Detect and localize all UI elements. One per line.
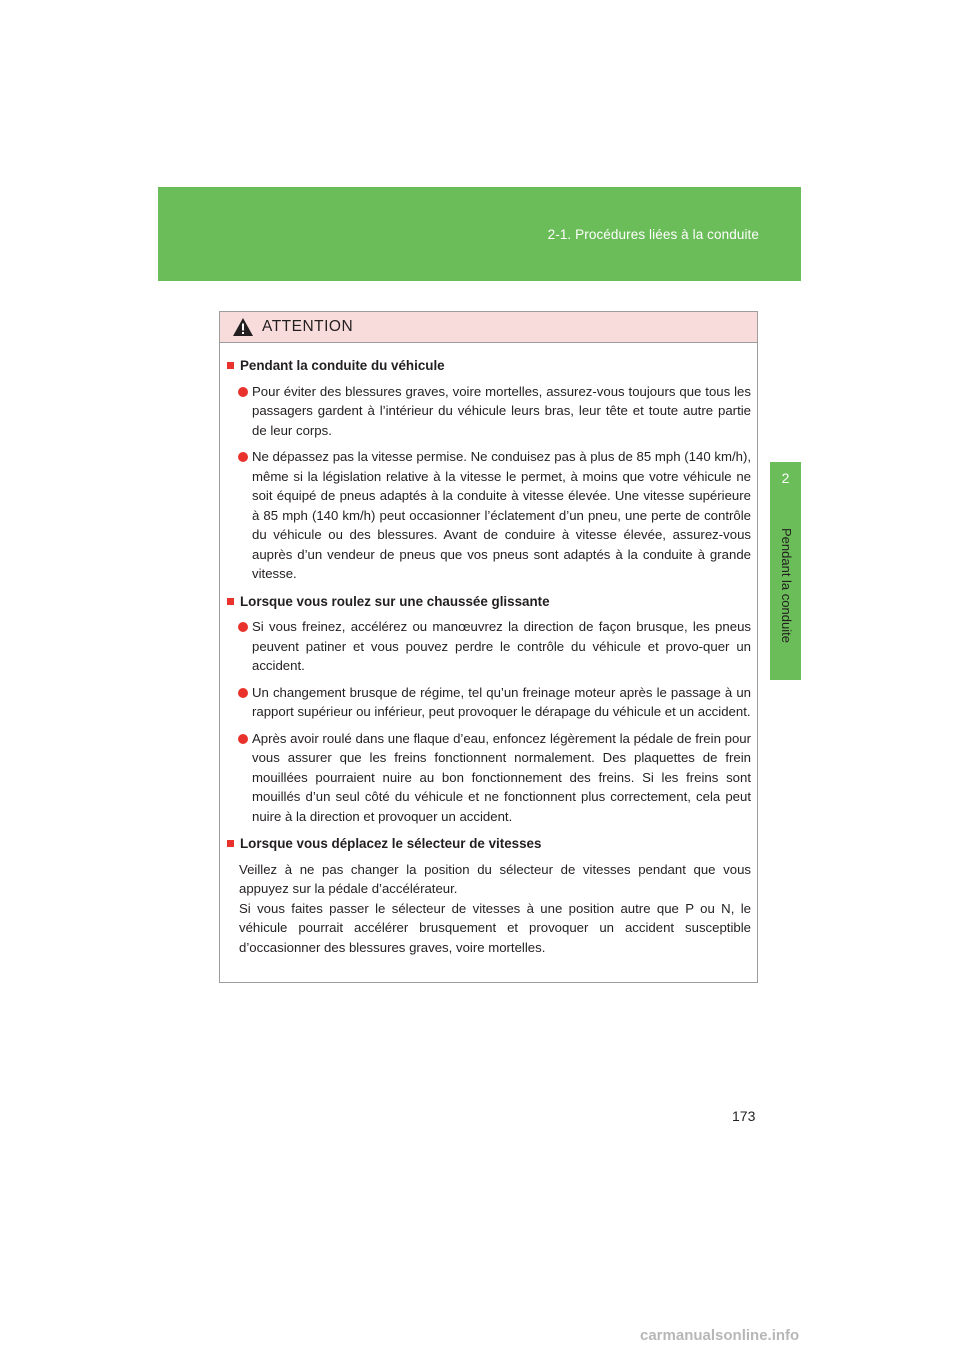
- list-item-text: Après avoir roulé dans une flaque d’eau, enfoncez légèrement la pédale de frein pour vous assurer que les freins fonctionnent normalement. Des plaquettes de frein mouillées pourraient nuire au bon fonctionnement des freins. Si les freins sont mouillés d’un seul côté du véhicule et ne fonctionnent plus correctement, cela peut nuire à la direction et provoquer un accident.: [252, 730, 751, 824]
- red-square-icon: [227, 362, 234, 369]
- list-item: [238, 447, 751, 584]
- section-heading-text: Lorsque vous roulez sur une chaussée glissante: [240, 593, 550, 609]
- warning-body: [220, 343, 757, 957]
- red-dot-bullet-icon: [238, 622, 248, 632]
- section-heading: [226, 356, 751, 376]
- paragraph: Veillez à ne pas changer la position du sélecteur de vitesses pendant que vous appuyez sur la pédale d’accélérateur.: [239, 861, 751, 896]
- page-number: 173: [732, 1108, 756, 1124]
- list-item-text: Un changement brusque de régime, tel qu’un freinage moteur après le passage à un rapport supérieur ou inférieur, peut provoquer le dérapage du véhicule et un accident.: [252, 684, 751, 719]
- chapter-number: 2: [781, 470, 790, 486]
- list-item: [238, 683, 751, 722]
- warning-header: [220, 312, 757, 343]
- paragraph: Si vous faites passer le sélecteur de vitesses à une position autre que P ou N, le véhicule pourrait accélérer brusquement et provoquer un accident susceptible d’occasionner des blessures graves, voire mortelles.: [239, 900, 751, 955]
- red-dot-bullet-icon: [238, 734, 248, 744]
- list-item: [238, 729, 751, 827]
- section-heading-text: Lorsque vous déplacez le sélecteur de vitesses: [240, 836, 542, 851]
- warning-box: [219, 311, 758, 983]
- section-shift-lever: [226, 834, 751, 957]
- red-dot-bullet-icon: [238, 452, 248, 462]
- section-slippery-road: [226, 592, 751, 827]
- list-item-text: Si vous freinez, accélérez ou manœuvrez la direction de façon brusque, les pneus peuvent patiner et vous pouvez perdre le contrôle du véhicule et provo-quer un accident.: [252, 619, 751, 673]
- warning-triangle-icon: [232, 317, 254, 337]
- list-item-text: Pour éviter des blessures graves, voire mortelles, assurez-vous toujours que tous les passagers gardent à l’intérieur du véhicule leurs bras, leur tête et toute autre partie de leur corps.: [252, 383, 751, 438]
- red-dot-bullet-icon: [238, 688, 248, 698]
- chapter-title: 2-1. Procédures liées à la conduite: [547, 227, 759, 242]
- red-square-icon: [227, 840, 234, 847]
- section-heading: [226, 834, 751, 854]
- section-heading-text: Pendant la conduite du véhicule: [240, 358, 445, 373]
- chapter-header-band: [158, 187, 801, 281]
- section-driving: [226, 356, 751, 584]
- chapter-side-label: Pendant la conduite: [779, 528, 794, 643]
- list-item-text: Ne dépassez pas la vitesse permise. Ne conduisez pas à plus de 85 mph (140 km/h), même si la législation relative à la vitesse le permet, à moins que votre véhicule ne soit équipé de pneus adaptés à la conduite à vitesse élevée. Une vitesse supérieure à 85 mph (140 km/h) peut occasionner l’éclatement d’un pneu, une perte de contrôle du véhicule ou des blessures. Avant de conduire à vitesse élevée, assurez-vous auprès d’un vendeur de pneus que vos pneus sont adaptés à la conduite à grande vitesse.: [252, 449, 751, 581]
- list-item: [238, 617, 751, 676]
- red-dot-bullet-icon: [238, 387, 248, 397]
- list-item: [238, 382, 751, 441]
- warning-title: ATTENTION: [262, 318, 354, 335]
- section-heading: [226, 592, 751, 612]
- red-square-icon: [227, 598, 234, 605]
- watermark-text: carmanualsonline.info: [640, 1327, 800, 1344]
